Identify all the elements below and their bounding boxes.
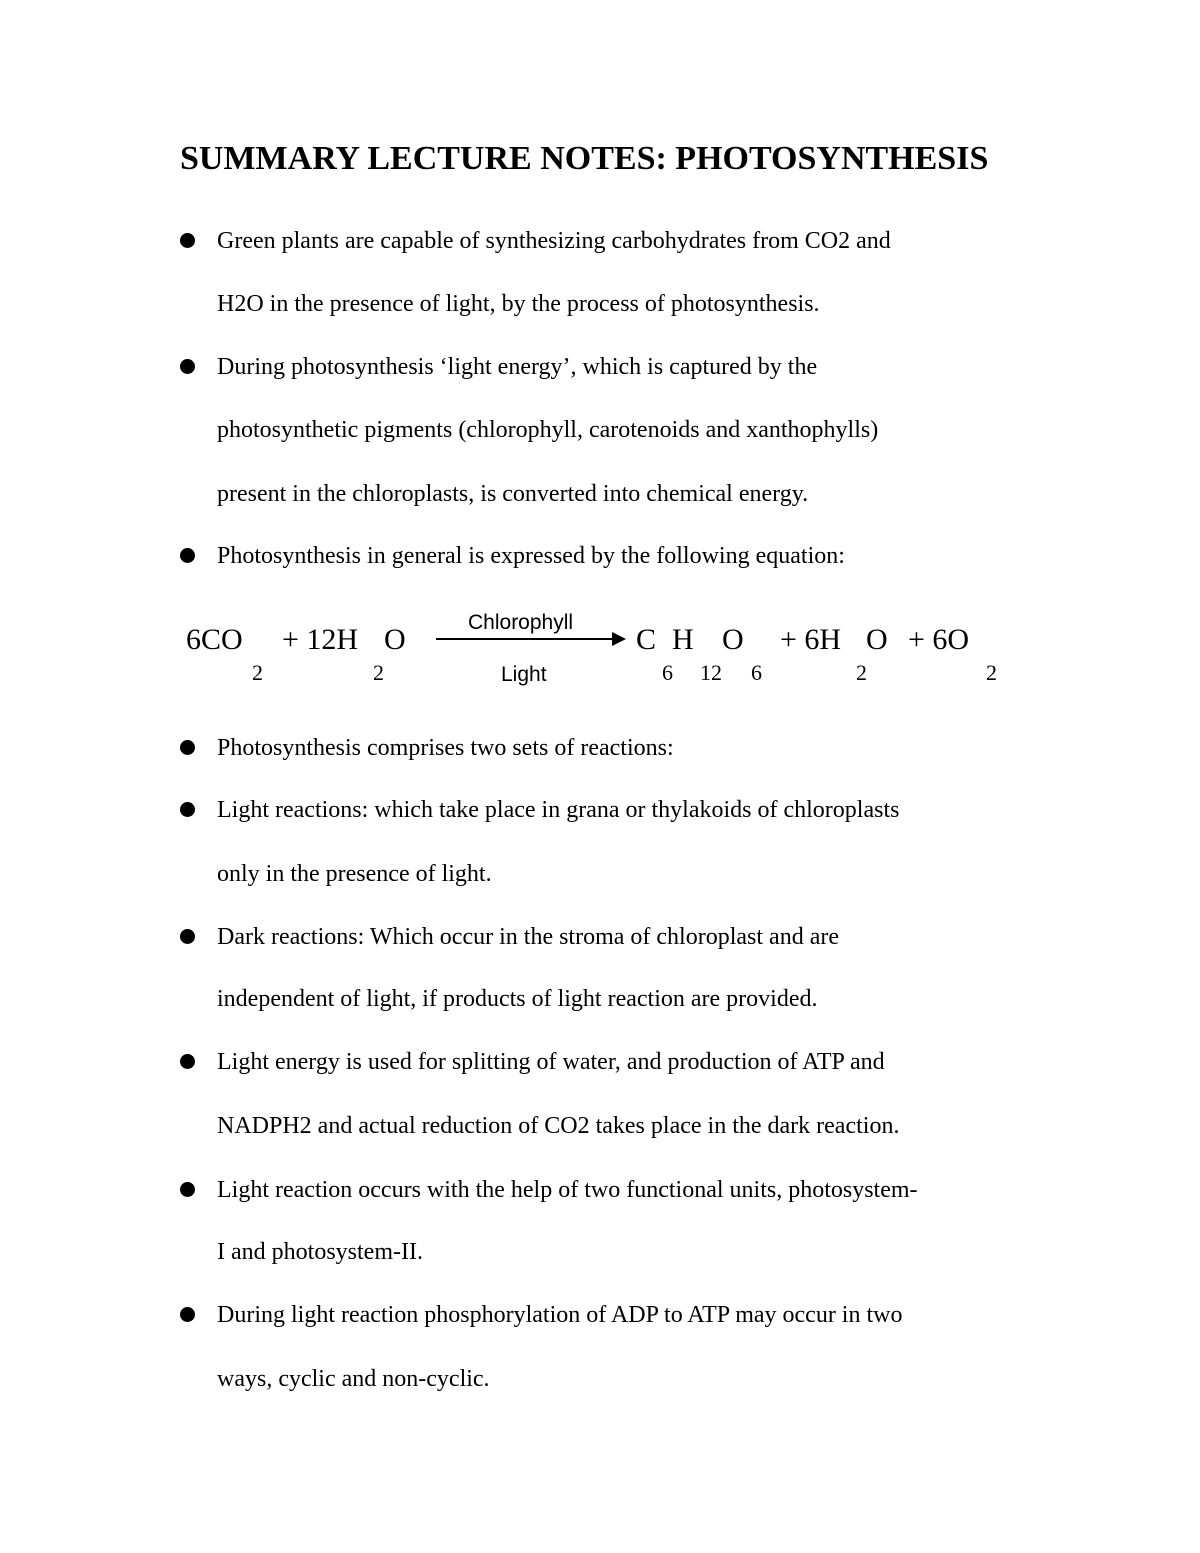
bullet-text: During light reaction phosphorylation of ADP to ATP may occur in two — [217, 1302, 903, 1328]
bullet-dot — [180, 929, 195, 944]
bullet-text: only in the presence of light. — [217, 861, 492, 887]
equation-term: O — [866, 623, 888, 656]
bullet-dot — [180, 233, 195, 248]
arrow-label-bottom: Light — [501, 663, 547, 686]
bullet-text: independent of light, if products of light reaction are provided. — [217, 986, 818, 1012]
bullet-text: I and photosystem-II. — [217, 1239, 423, 1265]
arrow-head-icon — [612, 632, 626, 646]
bullet-text: Light reactions: which take place in grana or thylakoids of chloroplasts — [217, 797, 900, 823]
equation-term: 6CO — [186, 623, 243, 656]
bullet-text: Photosynthesis in general is expressed by the following equation: — [217, 543, 845, 569]
equation-term: H — [672, 623, 694, 656]
equation-term: + 6O — [908, 623, 970, 656]
equation-subscript: 6 — [662, 660, 673, 685]
bullet-text: NADPH2 and actual reduction of CO2 takes place in the dark reaction. — [217, 1113, 900, 1139]
equation-subscript: 6 — [751, 660, 762, 685]
equation-term: C — [636, 623, 657, 656]
equation-term: O — [384, 623, 406, 656]
reaction-arrow — [436, 638, 614, 640]
bullet-text: During photosynthesis ‘light energy’, which is captured by the — [217, 354, 818, 380]
bullet-text: H2O in the presence of light, by the process of photosynthesis. — [217, 291, 820, 317]
bullet-dot — [180, 802, 195, 817]
bullet-dot — [180, 1182, 195, 1197]
bullet-text: present in the chloroplasts, is converted into chemical energy. — [217, 481, 809, 507]
equation-subscript: 2 — [373, 660, 384, 685]
bullet-dot — [180, 359, 195, 374]
bullet-text: ways, cyclic and non-cyclic. — [217, 1366, 490, 1392]
equation-term: + 6H — [780, 623, 842, 656]
bullet-text: Light reaction occurs with the help of two functional units, photosystem- — [217, 1177, 918, 1203]
bullet-text: Photosynthesis comprises two sets of reactions: — [217, 735, 674, 761]
bullet-dot — [180, 548, 195, 563]
equation-subscript: 2 — [252, 660, 263, 685]
arrow-label-top: Chlorophyll — [468, 611, 574, 634]
bullet-text: Light energy is used for splitting of water, and production of ATP and — [217, 1049, 885, 1075]
equation-subscript: 12 — [700, 660, 722, 685]
bullet-text: Green plants are capable of synthesizing carbohydrates from CO2 and — [217, 228, 891, 254]
equation-term: O — [722, 623, 744, 656]
equation-subscript: 2 — [986, 660, 997, 685]
equation-subscript: 2 — [856, 660, 867, 685]
bullet-dot — [180, 1307, 195, 1322]
bullet-dot — [180, 1054, 195, 1069]
equation-term: + 12H — [282, 623, 359, 656]
bullet-text: photosynthetic pigments (chlorophyll, carotenoids and xanthophylls) — [217, 417, 879, 443]
page-title: SUMMARY LECTURE NOTES: PHOTOSYNTHESIS — [180, 140, 989, 177]
bullet-dot — [180, 740, 195, 755]
bullet-text: Dark reactions: Which occur in the stroma of chloroplast and are — [217, 924, 839, 950]
